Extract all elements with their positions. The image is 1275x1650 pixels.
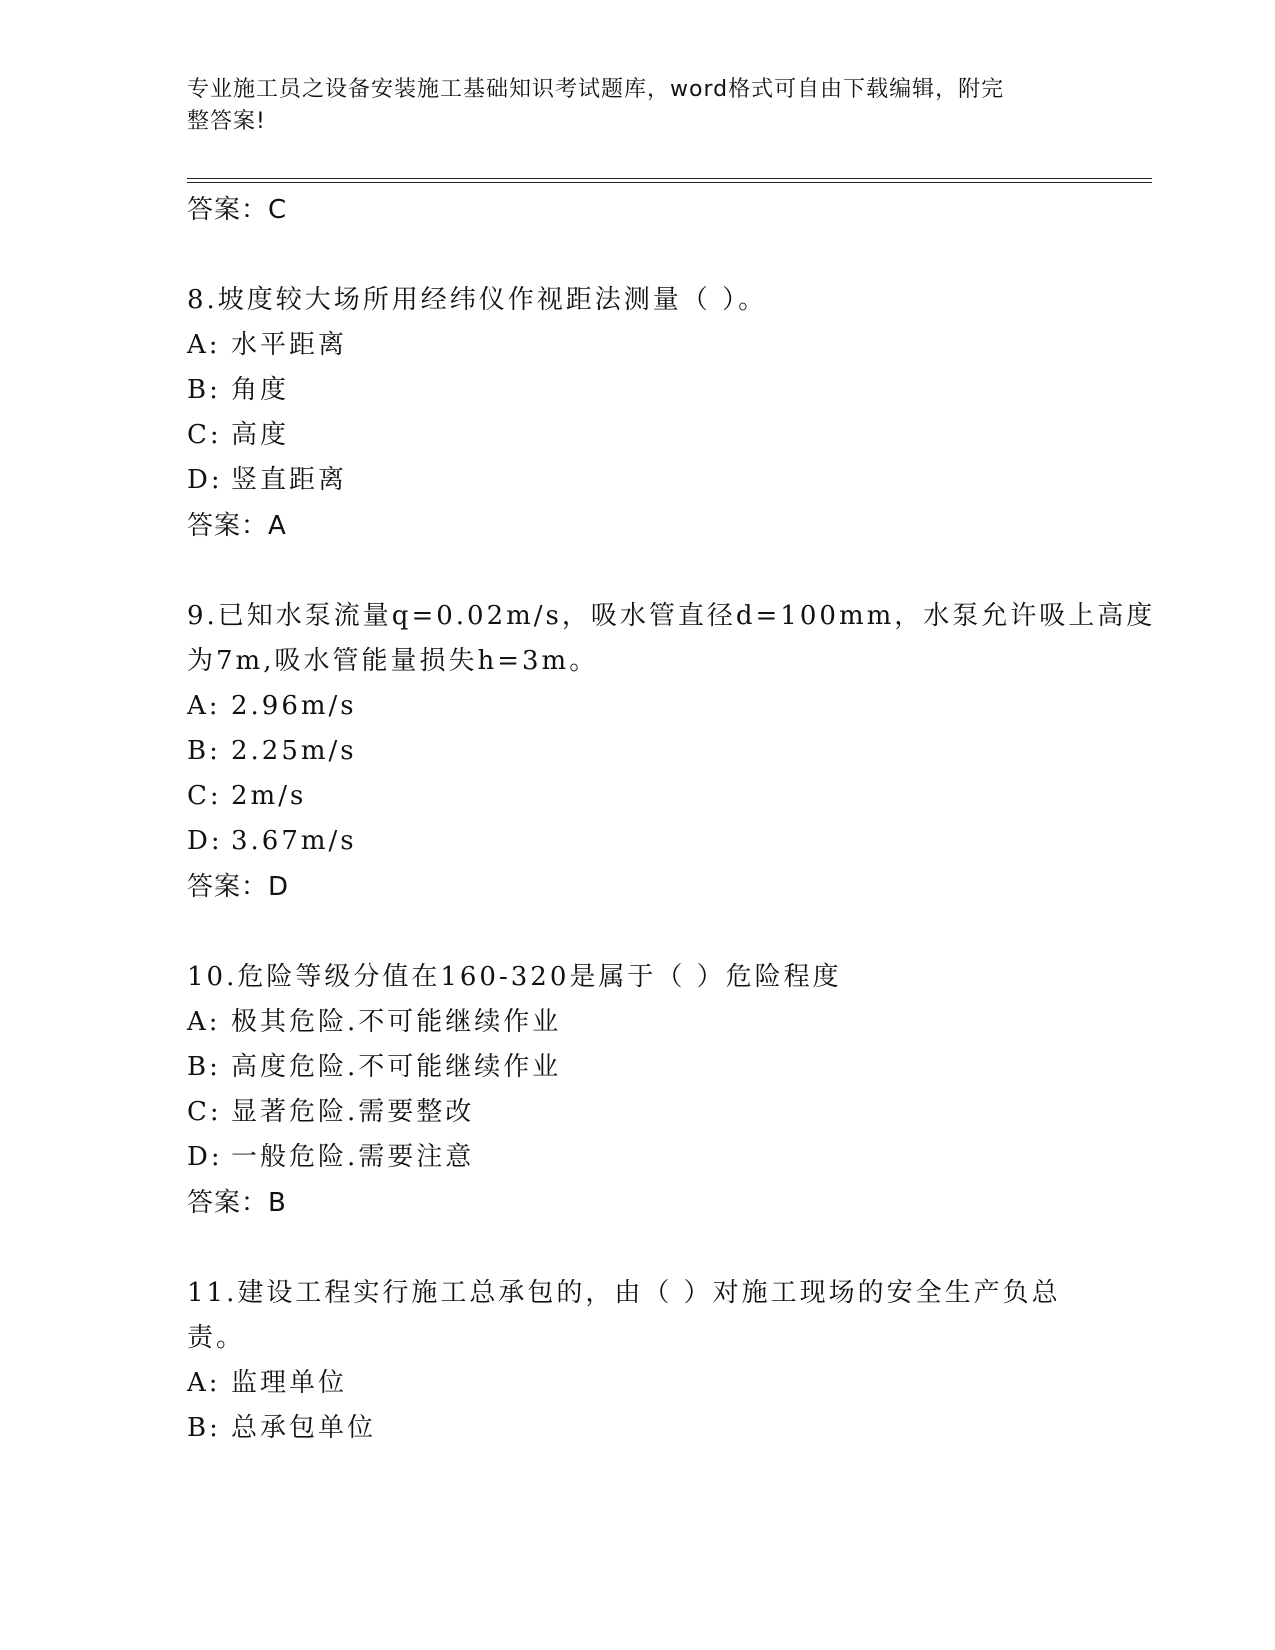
option-text: 监理单位 bbox=[231, 1368, 348, 1398]
question-11-option-b bbox=[187, 1411, 376, 1445]
option-text: 水平距离 bbox=[231, 330, 348, 360]
option-label: A: bbox=[187, 691, 221, 721]
header-rule-top bbox=[187, 178, 1152, 179]
question-9-option-b bbox=[187, 734, 357, 768]
answer-q7: 答案：C bbox=[187, 195, 288, 225]
question-9-option-d bbox=[187, 824, 357, 858]
question-8-option-d bbox=[187, 463, 347, 497]
option-label: D: bbox=[187, 465, 223, 495]
question-10-option-b bbox=[187, 1050, 561, 1084]
question-11-option-a bbox=[187, 1366, 347, 1400]
option-label: B: bbox=[187, 736, 221, 766]
option-text: 高度危险.不可能继续作业 bbox=[231, 1052, 562, 1082]
answer-q10: 答案：B bbox=[187, 1188, 287, 1218]
option-text: 角度 bbox=[231, 375, 290, 405]
option-text: 3.67m/s bbox=[231, 826, 357, 856]
option-label: C: bbox=[187, 1097, 222, 1127]
option-label: D: bbox=[187, 826, 223, 856]
question-9-option-a bbox=[187, 689, 357, 723]
question-10-stem: 10.危险等级分值在160-320是属于（ ）危险程度 bbox=[187, 962, 842, 992]
header-line-1: 专业施工员之设备安装施工基础知识考试题库，word格式可自由下载编辑，附完 bbox=[187, 77, 1005, 102]
option-label: D: bbox=[187, 1142, 223, 1172]
answer-q8: 答案：A bbox=[187, 511, 287, 541]
question-11-stem-line-1: 11.建设工程实行施工总承包的，由（ ）对施工现场的安全生产负总 bbox=[187, 1278, 1061, 1308]
option-label: A: bbox=[187, 330, 221, 360]
option-label: A: bbox=[187, 1007, 221, 1037]
option-label: B: bbox=[187, 1052, 221, 1082]
question-10-option-d bbox=[187, 1140, 474, 1174]
question-8-stem: 8.坡度较大场所用经纬仪作视距法测量（ ）。 bbox=[187, 285, 768, 315]
question-9-stem-line-1: 9.已知水泵流量q=0.02m/s，吸水管直径d=100mm，水泵允许吸上高度 bbox=[187, 601, 1156, 631]
option-label: A: bbox=[187, 1368, 221, 1398]
question-10-option-c bbox=[187, 1095, 474, 1129]
option-label: C: bbox=[187, 781, 222, 811]
option-text: 2.25m/s bbox=[231, 736, 357, 766]
page-header bbox=[187, 74, 1067, 138]
question-8-option-b bbox=[187, 373, 289, 407]
option-label: C: bbox=[187, 420, 222, 450]
question-11-stem-line-2: 责。 bbox=[187, 1323, 246, 1353]
question-9-option-c bbox=[187, 779, 306, 813]
answer-q9: 答案：D bbox=[187, 872, 290, 902]
header-line-2: 整答案! bbox=[187, 109, 266, 134]
question-8-option-c bbox=[187, 418, 289, 452]
option-text: 一般危险.需要注意 bbox=[231, 1142, 475, 1172]
option-text: 竖直距离 bbox=[231, 465, 348, 495]
question-9-stem-line-2: 为7m,吸水管能量损失h=3m。 bbox=[187, 646, 599, 676]
option-label: B: bbox=[187, 1413, 221, 1443]
option-label: B: bbox=[187, 375, 221, 405]
option-text: 显著危险.需要整改 bbox=[231, 1097, 475, 1127]
header-rule-bottom bbox=[187, 182, 1152, 183]
question-10-option-a bbox=[187, 1005, 561, 1039]
option-text: 高度 bbox=[231, 420, 290, 450]
option-text: 2m/s bbox=[231, 781, 307, 811]
option-text: 总承包单位 bbox=[231, 1413, 377, 1443]
option-text: 2.96m/s bbox=[231, 691, 357, 721]
question-8-option-a bbox=[187, 328, 347, 362]
option-text: 极其危险.不可能继续作业 bbox=[231, 1007, 562, 1037]
